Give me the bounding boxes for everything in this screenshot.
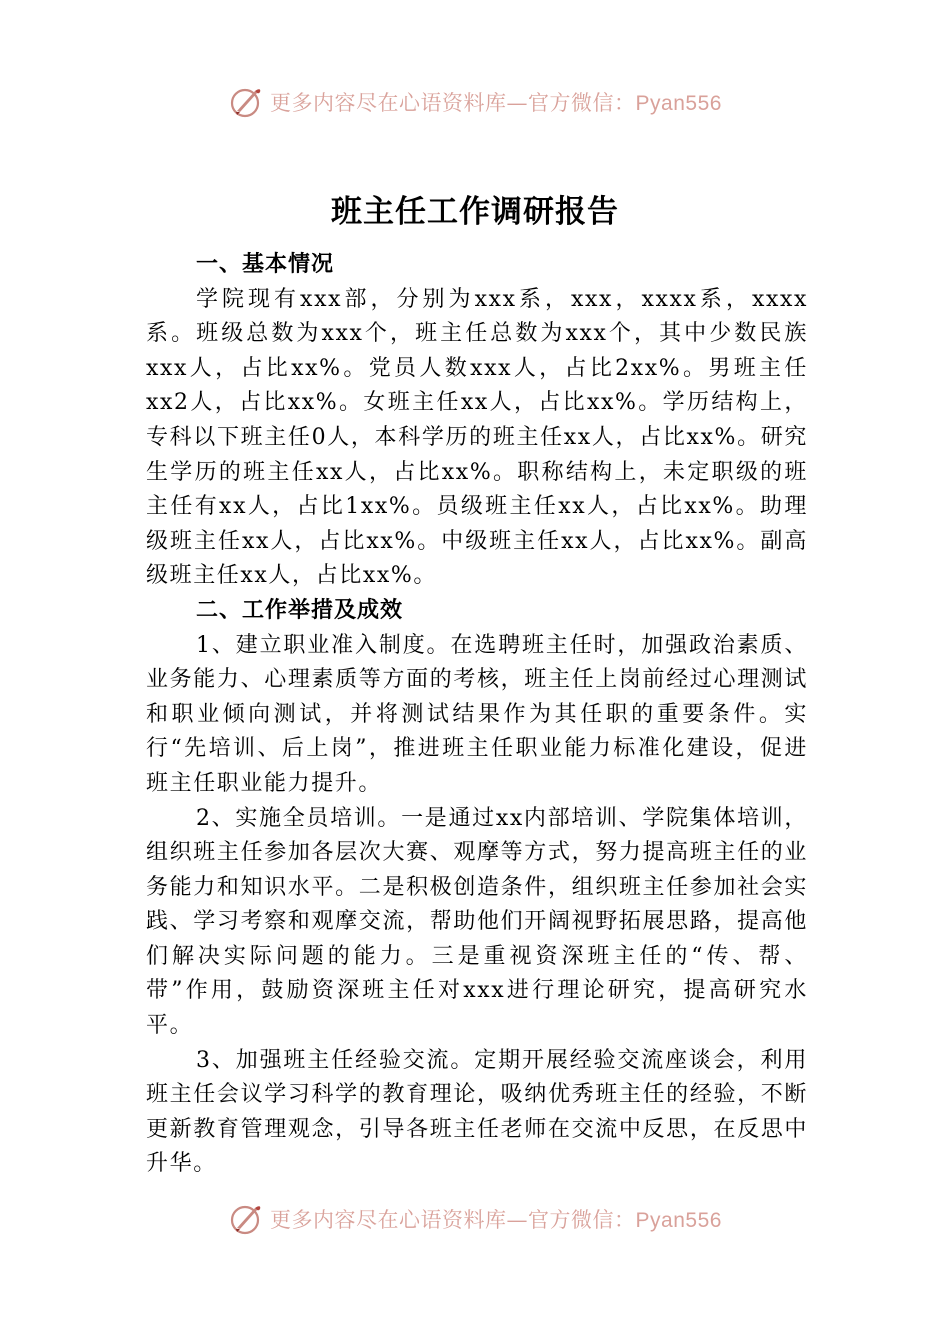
header-watermark — [0, 82, 950, 122]
section-heading: 一、基本情况 — [196, 252, 335, 277]
document-title: 班主任工作调研报告 — [331, 194, 619, 230]
paragraph: 3、加强班主任经验交流。定期开展经验交流座谈会，利用班主任会议学习科学的教育理论，吸纳优秀班主任的经验，不断更新教育管理观念，引导各班主任老师在交流中反思，在反思中升华。 — [146, 1047, 808, 1177]
quill-pen-logo-icon — [228, 1204, 264, 1237]
watermark-wechat-id: Pyan556 — [635, 92, 722, 115]
footer-watermark — [0, 1204, 950, 1240]
watermark-text: 更多内容尽在心语资料库—官方微信：Pyan556 — [270, 1208, 722, 1232]
paragraph: 学院现有xxx部，分别为xxx系，xxx，xxxx系，xxxx系。班级总数为xxx个，班主任总数为xxx个，其中少数民族xxx人，占比xx%。党员人数xxx人，占比2xx%。男班主任xx2人，占比xx%。女班主任xx人，占比xx%。学历结构上，专科以下班主任0人，本科学历的班主任xx人，占比xx%。研究生学历的班主任xx人，占比xx%。职称结构上，未定职级的班主任有xx人，占比1xx%。员级班主任xx人，占比xx%。助理级班主任xx人，占比xx%。中级班主任xx人，占比xx%。副高级班主任xx人，占比xx%。 — [146, 286, 808, 589]
section-heading: 二、工作举措及成效 — [196, 597, 404, 623]
paragraph: 1、建立职业准入制度。在选聘班主任时，加强政治素质、业务能力、心理素质等方面的考核，班主任上岗前经过心理测试和职业倾向测试，并将测试结果作为其任职的重要条件。实行“先培训、后上岗”，推进班主任职业能力标准化建设，促进班主任职业能力提升。 — [146, 632, 808, 796]
document-body — [146, 248, 808, 1182]
watermark-wechat-id: Pyan556 — [635, 1209, 722, 1232]
quill-pen-logo-icon — [228, 84, 264, 120]
paragraph: 2、实施全员培训。一是通过xx内部培训、学院集体培训，组织班主任参加各层次大赛、观摩等方式，努力提高班主任的业务能力和知识水平。二是积极创造条件，组织班主任参加社会实践、学习考察和观摩交流，帮助他们开阔视野拓展思路，提高他们解决实际问题的能力。三是重视资深班主任的“传、帮、带”作用，鼓励资深班主任对xxx进行理论研究，提高研究水平。 — [146, 805, 808, 1039]
watermark-text: 更多内容尽在心语资料库—官方微信：Pyan556 — [270, 91, 722, 115]
